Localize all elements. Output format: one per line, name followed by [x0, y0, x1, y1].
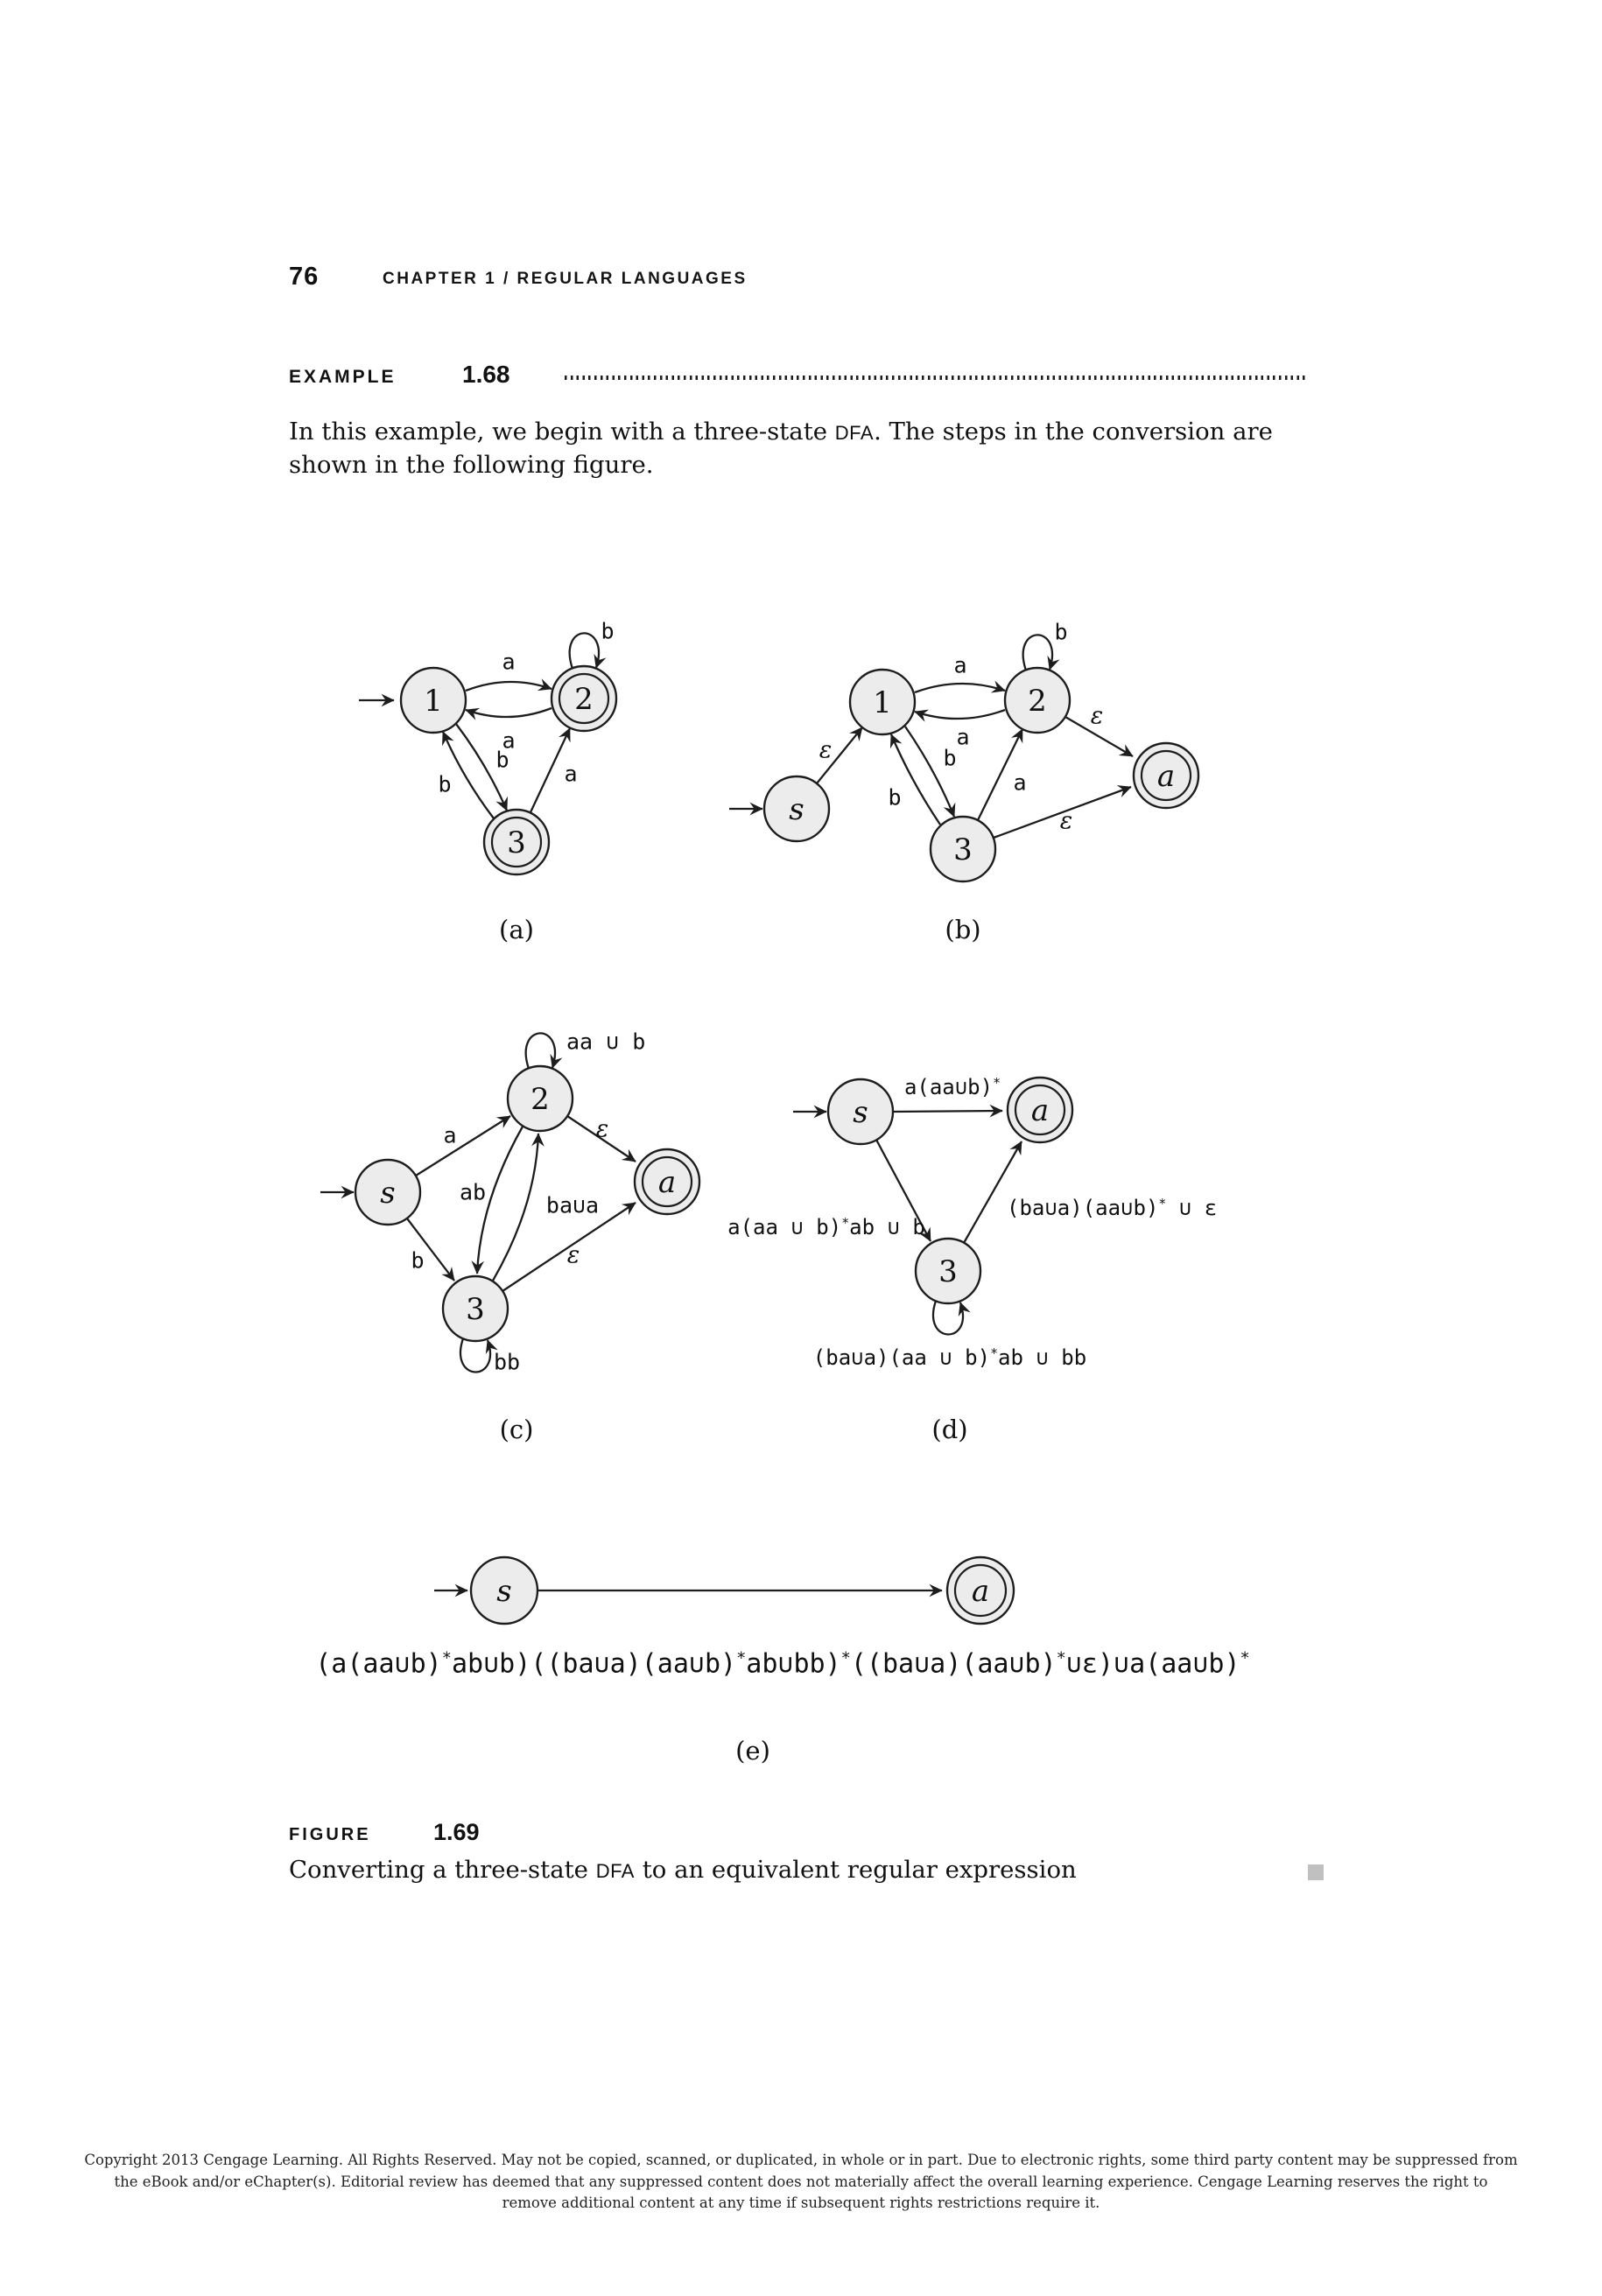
edge-label-a: a — [953, 652, 967, 678]
state-label: a — [971, 1574, 990, 1609]
edge-3-to-a — [964, 1141, 1022, 1243]
example-number: 1.68 — [462, 361, 510, 388]
loop-label-bb: bb — [494, 1349, 521, 1375]
state-3 — [443, 1276, 508, 1341]
state-1 — [401, 668, 466, 733]
edge-1-to-2 — [466, 682, 552, 691]
figure-label: FIGURE — [289, 1825, 371, 1844]
edge-s-to-a — [893, 1111, 1002, 1112]
chapter-header: CHAPTER 1 / REGULAR LANGUAGES — [383, 270, 748, 288]
loop-label-aa-union-b: aa ∪ b — [566, 1029, 646, 1055]
state-a-accept — [1008, 1078, 1072, 1142]
edge-label-epsilon: ε — [566, 1241, 580, 1269]
dfa-acronym: DFA — [595, 1860, 635, 1882]
edge-label-b: b — [888, 784, 902, 811]
self-loop-2 — [1023, 635, 1052, 671]
state-s — [471, 1557, 538, 1624]
footer-line: the eBook and/or eChapter(s). Editorial review has deemed that any suppressed content does not materially affect the overall learning experience. Cengage Learning reserves the right to — [114, 2173, 1488, 2190]
edge-label-a: a — [502, 727, 516, 754]
caption-a: (a) — [499, 915, 534, 944]
figure-caption-text: Converting a three-state — [289, 1856, 596, 1884]
caption-e: (e) — [735, 1736, 770, 1766]
figure-number: 1.69 — [433, 1819, 480, 1845]
state-label: 2 — [530, 1082, 550, 1117]
edge-label-a: a — [1013, 769, 1027, 796]
state-label: 1 — [424, 684, 443, 719]
state-label: 3 — [507, 825, 526, 860]
page-number: 76 — [289, 263, 320, 291]
dfa-acronym: DFA — [834, 422, 875, 444]
caption-d: (d) — [931, 1415, 968, 1444]
state-3 — [916, 1239, 980, 1303]
edge-label-regex-s-to-a: a(aa∪b)* — [903, 1074, 1001, 1099]
state-a-accept — [635, 1149, 699, 1214]
edge-label-epsilon: ε — [1059, 807, 1073, 835]
footer-line: Copyright 2013 Cengage Learning. All Rights Reserved. May not be copied, scanned, or duplicated, in whole or in part. Due to electronic rights, some third party content may be suppressed from — [84, 2152, 1518, 2168]
edge-2-to-1 — [466, 708, 552, 717]
footer-line: remove additional content at any time if subsequent rights restrictions require it. — [502, 2194, 1100, 2211]
state-2 — [1005, 668, 1070, 733]
state-label: a — [1156, 759, 1176, 794]
diagram-e — [434, 1557, 1014, 1624]
edge-3-to-2 — [493, 1134, 538, 1281]
self-loop-3 — [933, 1301, 963, 1335]
self-loop-2 — [570, 633, 599, 669]
state-label: s — [496, 1574, 512, 1609]
copyright-footer — [0, 2150, 1602, 2215]
edge-label-b: b — [495, 747, 509, 773]
state-label: a — [657, 1165, 677, 1200]
edge-1-to-3 — [905, 727, 957, 817]
state-label: 2 — [574, 682, 594, 717]
state-label: s — [380, 1176, 396, 1211]
edge-3-to-1 — [891, 734, 940, 825]
state-a-accept — [1134, 743, 1198, 808]
loop-label-regex-3: (ba∪a)(aa ∪ b)*ab ∪ bb — [812, 1345, 1087, 1370]
self-loop-2 — [526, 1033, 555, 1069]
edge-2-to-1 — [915, 710, 1005, 719]
loop-label-b: b — [1054, 619, 1068, 645]
state-2 — [508, 1066, 573, 1131]
diagram-a — [359, 633, 616, 874]
state-label: s — [789, 792, 805, 827]
state-label: 3 — [938, 1254, 958, 1289]
end-of-example-marker — [1308, 1864, 1324, 1880]
state-s — [828, 1079, 893, 1144]
edge-label-a: a — [502, 649, 516, 675]
edge-label-regex-s-to-3: a(aa ∪ b)*ab ∪ b — [727, 1214, 925, 1239]
edge-label-regex-3-to-a: (ba∪a)(aa∪b)* ∪ ε — [1007, 1195, 1218, 1220]
figure-caption — [289, 1856, 1252, 1884]
caption-b: (b) — [945, 915, 981, 944]
state-label: a — [1030, 1093, 1050, 1128]
state-1 — [850, 670, 915, 734]
edge-label-epsilon: ε — [1090, 702, 1104, 730]
edge-label-epsilon: ε — [595, 1115, 609, 1143]
figure-caption-text: to an equivalent regular expression — [634, 1856, 1077, 1884]
state-label: s — [853, 1095, 868, 1130]
state-label: 3 — [953, 832, 973, 867]
edge-label-epsilon: ε — [819, 736, 833, 764]
state-s — [355, 1160, 420, 1225]
loop-label-b: b — [601, 618, 615, 644]
edge-label-b: b — [943, 745, 957, 771]
edge-s-to-2 — [416, 1116, 510, 1176]
example-label: EXAMPLE — [289, 367, 397, 387]
state-label: 2 — [1028, 684, 1047, 719]
state-label: 3 — [466, 1292, 485, 1327]
paragraph-line-2: shown in the following figure. — [289, 451, 654, 479]
edge-1-to-2 — [915, 684, 1005, 692]
state-3 — [931, 817, 995, 881]
diagram-c — [320, 1033, 699, 1372]
edge-label-b: b — [411, 1247, 425, 1274]
caption-c: (c) — [499, 1415, 534, 1444]
edge-label-ab: ab — [459, 1179, 487, 1205]
paragraph-text: In this example, we begin with a three-state — [289, 418, 835, 446]
edge-label-a: a — [443, 1122, 457, 1148]
edge-label-a: a — [956, 724, 970, 750]
paragraph-text: . The steps in the conversion are — [874, 418, 1273, 446]
final-regex: (a(aa∪b)*ab∪b)((ba∪a)(aa∪b)*ab∪bb)*((ba∪a)(aa∪b)*∪ε)∪a(aa∪b)* — [315, 1648, 1250, 1680]
edge-label-a: a — [564, 761, 578, 787]
state-label: 1 — [873, 685, 892, 720]
state-2-accept — [552, 666, 616, 731]
state-3-accept — [484, 810, 549, 874]
self-loop-3 — [460, 1338, 490, 1373]
edge-label-ba-union-a: ba∪a — [545, 1192, 600, 1218]
edge-label-b: b — [438, 771, 452, 797]
state-s — [764, 776, 829, 841]
state-a-accept — [947, 1557, 1014, 1624]
